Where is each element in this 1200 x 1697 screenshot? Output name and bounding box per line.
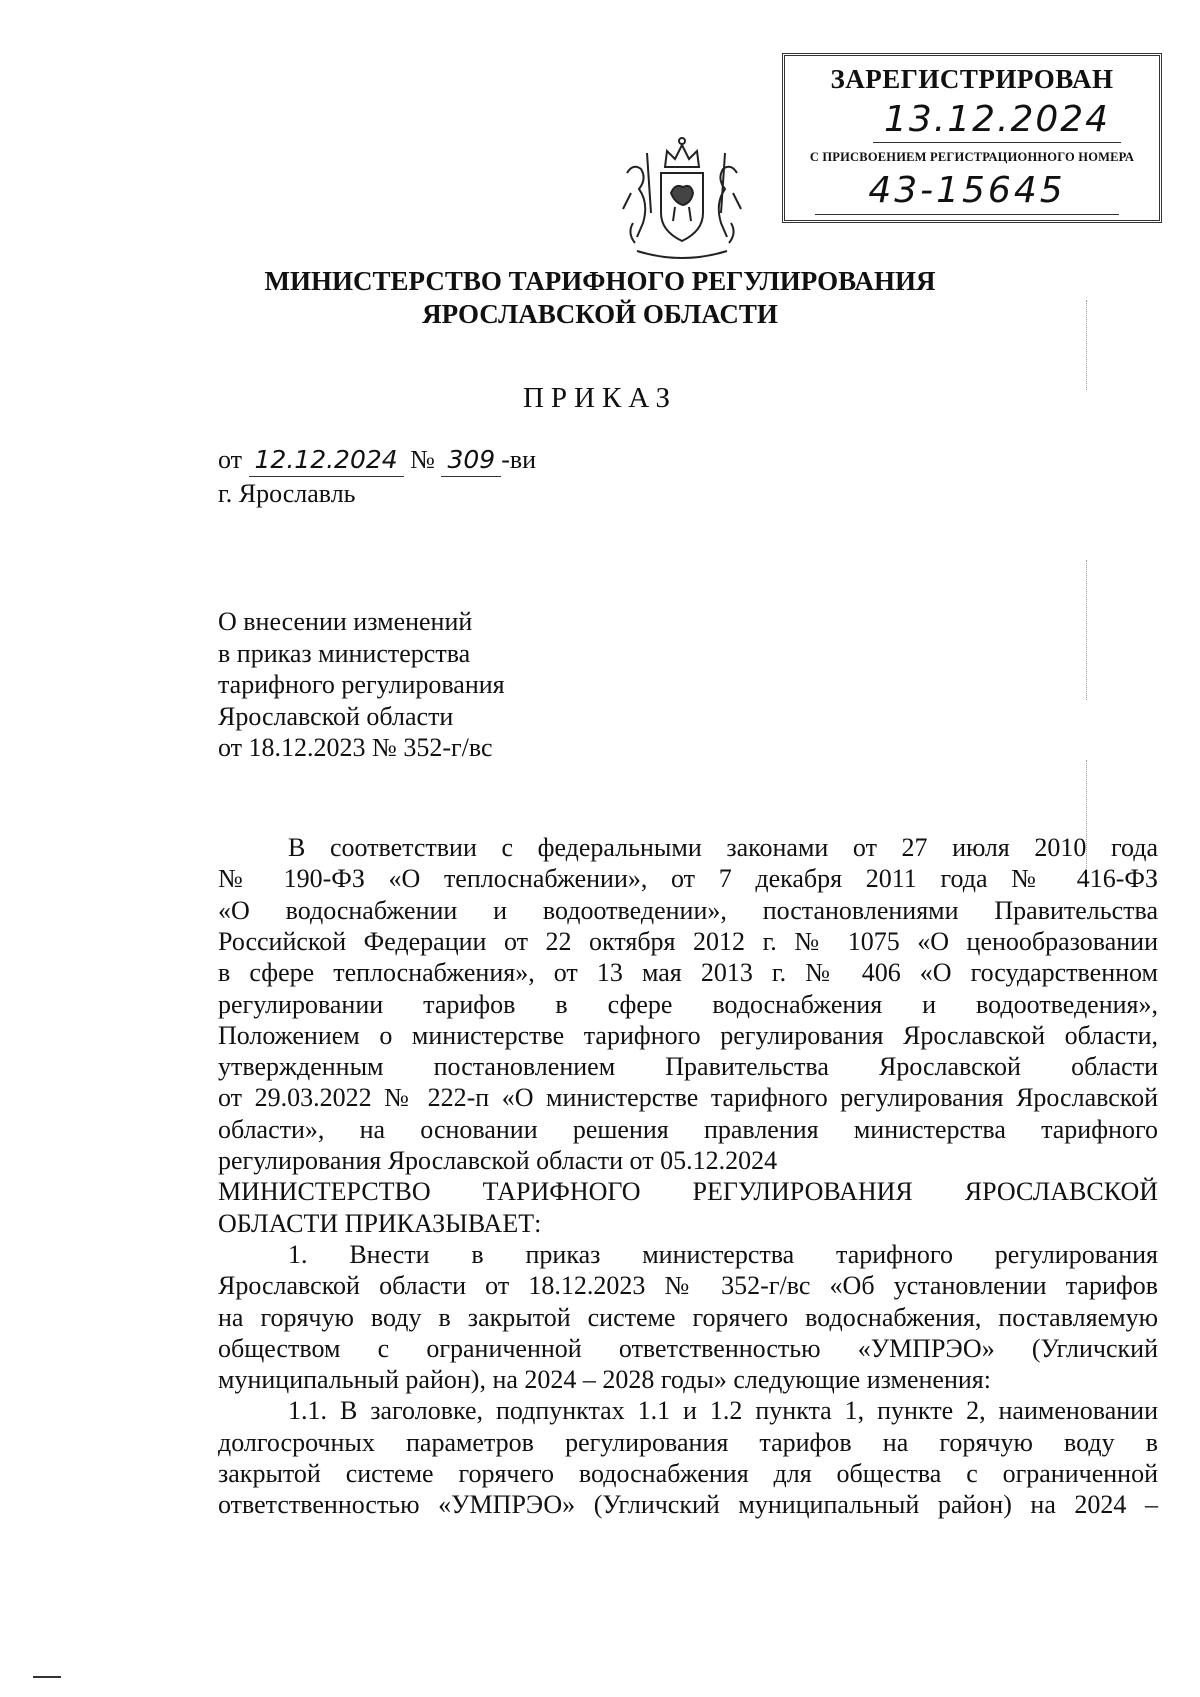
body-line: № 190-ФЗ «О теплоснабжении», от 7 декабря 2011 года № 416-ФЗ — [218, 864, 1158, 894]
body-line: регулировании тарифов в сфере водоснабжения и водоотведения», — [218, 989, 1158, 1019]
body-line: от 29.03.2022 № 222-п «О министерстве тарифного регулирования Ярославской — [218, 1083, 1158, 1113]
body-line: в сфере теплоснабжения», от 13 мая 2013 г. № 406 «О государственном — [218, 958, 1158, 988]
subject-line: в приказ министерства — [218, 638, 471, 668]
subject-line: О внесении изменений — [218, 607, 473, 636]
ministry-name-line2: ЯРОСЛАВСКОЙ ОБЛАСТИ — [422, 299, 778, 329]
body-line: на горячую воду в закрытой системе горячего водоснабжения, поставляемую — [218, 1302, 1158, 1332]
body-line: закрытой системе горячего водоснабжения для общества с ограниченной — [218, 1459, 1158, 1488]
stamp-title: ЗАРЕГИСТРИРОВАН — [830, 64, 1114, 94]
body-line: «О водоснабжении и водоотведении», постановлениями Правительства — [218, 895, 1158, 925]
body-line: Российской Федерации от 22 октября 2012 г. № 1075 «О ценообразовании — [218, 926, 1158, 956]
scan-margin-mark — [1086, 300, 1089, 390]
scan-margin-mark — [1086, 760, 1089, 870]
document-type: ПРИКАЗ — [522, 382, 678, 414]
order-city: г. Ярославль — [218, 479, 356, 508]
body-line: МИНИСТЕРСТВО ТАРИФНОГО РЕГУЛИРОВАНИЯ ЯРОСЛАВСКОЙ — [218, 1177, 1158, 1207]
body-line: 1.1. В заголовке, подпунктах 1.1 и 1.2 пункта 1, пункте 2, наименовании — [288, 1396, 1158, 1426]
order-date: 12.12.2024 — [249, 444, 404, 477]
registration-stamp — [782, 53, 1162, 223]
body-line: ОБЛАСТИ ПРИКАЗЫВАЕТ: — [218, 1208, 542, 1238]
body-line: области», на основании решения правления министерства тарифного — [218, 1114, 1158, 1144]
body-line: ответственностью «УМПРЭО» (Угличский муниципальный район) на 2024 – — [218, 1490, 1158, 1520]
body-line: обществом с ограниченной ответственностью «УМПРЭО» (Угличский — [218, 1333, 1158, 1363]
subject-line: от 18.12.2023 № 352-г/вс — [218, 733, 493, 762]
body-line: долгосрочных параметров регулирования тарифов на горячую воду в — [218, 1427, 1158, 1457]
ministry-name-line1: МИНИСТЕРСТВО ТАРИФНОГО РЕГУЛИРОВАНИЯ — [264, 266, 936, 296]
scan-margin-mark — [1086, 560, 1089, 700]
order-number: 309 — [441, 444, 501, 477]
body-line: 1. Внести в приказ министерства тарифного регулирования — [288, 1239, 1158, 1269]
subject-line: тарифного регулирования — [218, 670, 505, 699]
body-line: муниципальный район), на 2024 – 2028 годы» следующие изменения: — [218, 1365, 991, 1395]
order-prefix: от — [218, 445, 243, 474]
body-line: регулирования Ярославской области от 05.12.2024 — [218, 1146, 778, 1175]
body-line: Ярославской области от 18.12.2023 № 352-г/вс «Об установлении тарифов — [218, 1271, 1158, 1301]
stamp-date: 13.12.2024 — [873, 98, 1121, 143]
subject-line: Ярославской области — [218, 701, 454, 731]
order-suffix: -ви — [501, 445, 537, 474]
stamp-subtitle: С ПРИСВОЕНИЕМ РЕГИСТРАЦИОННОГО НОМЕРА — [809, 150, 1135, 164]
body-line: Положением о министерстве тарифного регулирования Ярославской области, — [218, 1020, 1158, 1050]
body-line: утвержденным постановлением Правительства Ярославской области — [218, 1052, 1158, 1082]
order-date-number — [218, 444, 1158, 477]
coat-of-arms-icon — [617, 133, 747, 261]
body-line: В соответствии с федеральными законами от 27 июля 2010 года — [288, 833, 1158, 862]
scan-corner-mark — [33, 1676, 61, 1678]
stamp-registration-number: 43-15645 — [815, 168, 1119, 215]
order-number-sign: № — [410, 445, 435, 474]
